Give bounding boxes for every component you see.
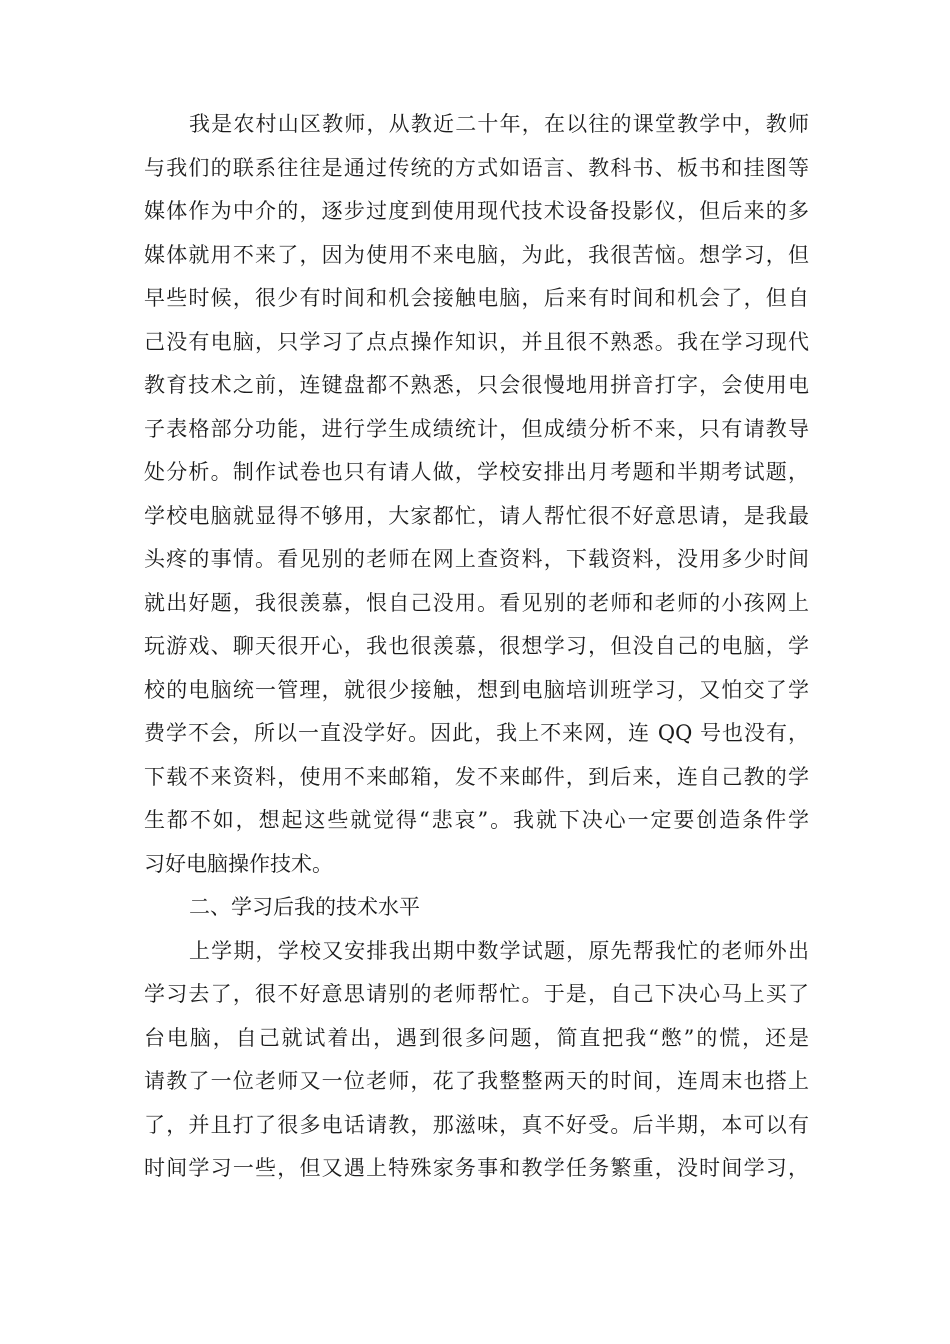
- paragraph-1-line-4: 媒体就用不来了，因为使用不来电脑，为此，我很苦恼。想学习，但: [144, 242, 809, 267]
- paragraph-1-line-1: 我是农村山区教师，从教近二十年，在以往的课堂教学中，教师: [189, 112, 809, 136]
- paragraph-1-line-16: 下载不来资料，使用不来邮箱，发不来邮件，到后来，连自己教的学: [144, 764, 809, 789]
- paragraph-1-line-14: 校的电脑统一管理，就很少接触，想到电脑培训班学习，又怕交了学: [144, 677, 809, 702]
- paragraph-2-line-3: 台电脑，自己就试着出，遇到很多问题，简直把我“憋”的慌，还是: [144, 1025, 809, 1050]
- paragraph-1-line-3: 媒体作为中介的，逐步过度到使用现代技术设备投影仪，但后来的多: [144, 199, 809, 223]
- paragraph-1-line-15: 费学不会，所以一直没学好。因此，我上不来网，连 QQ 号也没有，: [144, 721, 809, 745]
- paragraph-2-line-1: 上学期，学校又安排我出期中数学试题，原先帮我忙的老师外出: [189, 938, 809, 963]
- paragraph-1-line-13: 玩游戏、聊天很开心，我也很羡慕，很想学习，但没自己的电脑，学: [144, 634, 809, 658]
- paragraph-1-line-11: 头疼的事情。看见别的老师在网上查资料，下载资料，没用多少时间: [144, 547, 809, 571]
- paragraph-1-line-18: 习好电脑操作技术。: [144, 851, 333, 876]
- paragraph-2-line-4: 请教了一位老师又一位老师，花了我整整两天的时间，连周末也搭上: [144, 1069, 809, 1093]
- paragraph-2-line-2: 学习去了，很不好意思请别的老师帮忙。于是，自己下决心马上买了: [144, 982, 809, 1006]
- paragraph-1-line-10: 学校电脑就显得不够用，大家都忙，请人帮忙很不好意思请，是我最: [144, 503, 809, 528]
- paragraph-1-line-2: 与我们的联系往往是通过传统的方式如语言、教科书、板书和挂图等: [144, 155, 809, 180]
- section-heading: 二、学习后我的技术水平: [189, 895, 420, 919]
- paragraph-1-line-7: 教育技术之前，连键盘都不熟悉，只会很慢地用拼音打字，会使用电: [144, 373, 809, 397]
- paragraph-1-line-12: 就出好题，我很羡慕，恨自己没用。看见别的老师和老师的小孩网上: [144, 590, 809, 615]
- paragraph-1-line-8: 子表格部分功能，进行学生成绩统计，但成绩分析不来，只有请教导: [144, 416, 809, 441]
- paragraph-2-line-5: 了，并且打了很多电话请教，那滋味，真不好受。后半期，本可以有: [144, 1112, 809, 1137]
- paragraph-1-line-5: 早些时候，很少有时间和机会接触电脑，后来有时间和机会了，但自: [144, 286, 809, 310]
- paragraph-2-line-6: 时间学习一些，但又遇上特殊家务事和教学任务繁重，没时间学习，: [144, 1156, 809, 1180]
- document-body: [144, 103, 809, 1191]
- paragraph-1-line-6: 己没有电脑，只学习了点点操作知识，并且很不熟悉。我在学习现代: [144, 329, 809, 354]
- paragraph-1-line-17: 生都不如，想起这些就觉得“悲哀”。我就下决心一定要创造条件学: [144, 808, 809, 832]
- paragraph-1-line-9: 处分析。制作试卷也只有请人做，学校安排出月考题和半期考试题，: [144, 460, 809, 484]
